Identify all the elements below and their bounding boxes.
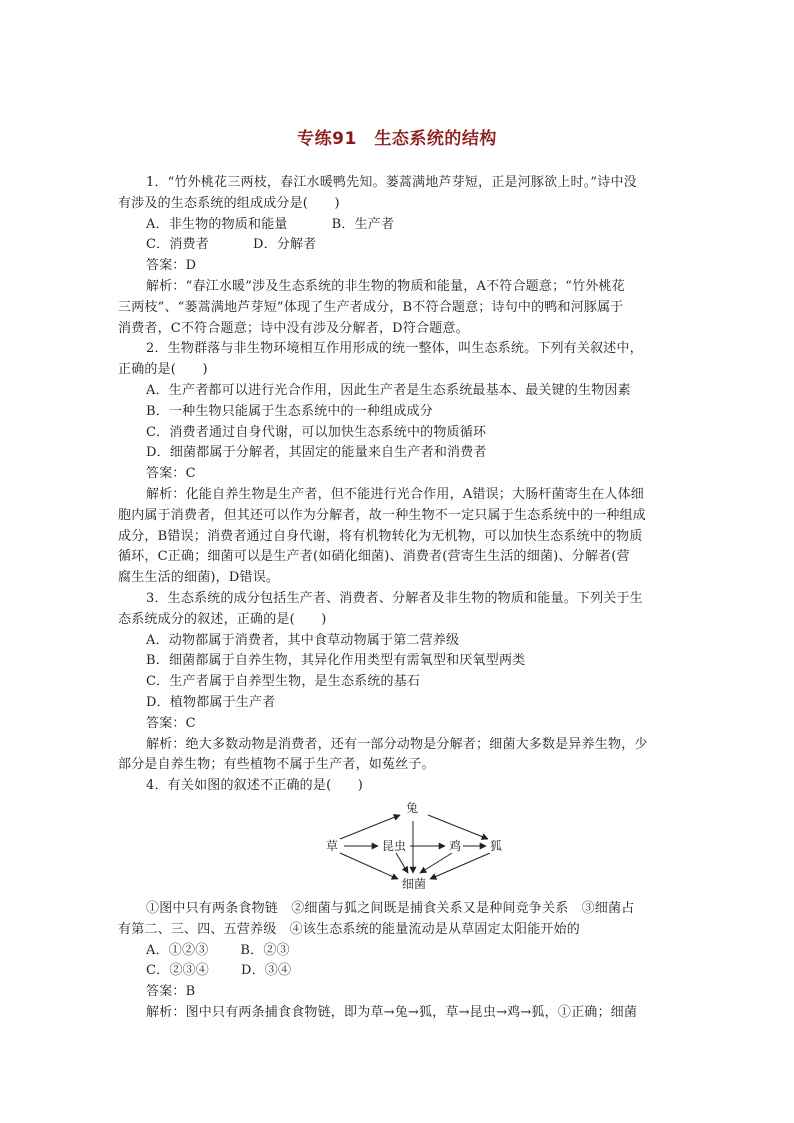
q2-option-c: C．消费者通过自身代谢，可以加快生态系统中的物质循环 [146, 424, 487, 440]
node-grass: 草 [326, 838, 339, 853]
q1-explanation-line-1: 解析：“春江水暖”涉及生态系统的非生物的物质和能量，A不符合题意；“竹外桃花 [146, 278, 625, 294]
q3-answer: 答案：C [146, 715, 196, 731]
q2-explanation-line-3: 成分，B错误；消费者通过自身代谢，将有机物转化为无机物，可以加快生态系统中的物质 [118, 528, 643, 544]
q1-option-d: D．分解者 [252, 237, 317, 253]
q4-stem-line-1: 4．有关如图的叙述不正确的是( ) [146, 778, 364, 794]
q3-option-d: D．植物都属于生产者 [146, 694, 276, 710]
q3-option-b: B．细菌都属于自养生物，其异化作用类型有需氧型和厌氧型两类 [146, 653, 526, 669]
q2-explanation-line-1: 解析：化能自养生物是生产者，但不能进行光合作用，A错误；大肠杆菌寄生在人体细 [146, 486, 644, 502]
arrow-rabbit-to-fox [428, 815, 488, 839]
q4-statements-line-1: ①图中只有两条食物链 ②细菌与狐之间既是捕食关系又是种间竞争关系 ③细菌占 [146, 900, 635, 916]
q2-option-b: B．一种生物只能属于生态系统中的一种组成成分 [146, 403, 433, 419]
q3-explanation-line-1: 解析：绝大多数动物是消费者，还有一部分动物是分解者；细菌大多数是异养生物，少 [146, 736, 648, 752]
page-title: 专练91 生态系统的结构 [297, 129, 497, 149]
q4-option-a: A．①②③ [146, 942, 209, 958]
arrow-insect-to-bacteria [396, 853, 408, 873]
q4-option-c: C．②③④ [146, 963, 209, 979]
q1-options-row-1 [118, 215, 678, 236]
q2-option-d: D．细菌都属于分解者，其固定的能量来自生产者和消费者 [146, 445, 487, 461]
q4-option-d: D．③④ [240, 963, 292, 979]
q3-option-a: A．动物都属于消费者，其中食草动物属于第二营养级 [146, 632, 460, 648]
arrow-grass-to-bacteria [340, 853, 398, 879]
q4-answer: 答案：B [146, 984, 196, 1000]
q3-stem-line-2: 态系统成分的叙述，正确的是( ) [118, 611, 327, 627]
q1-stem-line-1: 1．“竹外桃花三两枝，春江水暖鸭先知。蒌蒿满地芦芽短，正是河豚欲上时。”诗中没 [146, 175, 637, 190]
arrow-chicken-to-bacteria [420, 853, 452, 873]
node-insect: 昆虫 [382, 838, 407, 853]
q2-explanation-line-5: 腐生生活的细菌)，D错误。 [118, 570, 280, 586]
arrow-fox-to-bacteria [430, 853, 490, 879]
q2-explanation-line-4: 循环，C正确；细菌可以是生产者(如硝化细菌)、消费者(营寄生生活的细菌)、分解者(营 [118, 549, 630, 565]
node-fox: 狐 [490, 838, 503, 853]
question-content [118, 173, 678, 1024]
q4-explanation-line-1: 解析：图中只有两条捕食食物链，即为草→兔→狐，草→昆虫→鸡→狐，①正确；细菌 [146, 1004, 638, 1020]
q1-option-b: B．生产者 [331, 216, 395, 232]
q2-explanation-line-2: 胞内属于消费者，但其还可以作为分解者，故一种生物不一定只属于生态系统中的一种组成 [118, 507, 647, 523]
q3-stem-line-1: 3．生态系统的成分包括生产者、消费者、分解者及非生物的物质和能量。下列关于生 [146, 590, 643, 606]
node-rabbit: 兔 [406, 800, 419, 815]
food-web-diagram [118, 801, 678, 897]
q2-answer: 答案：C [146, 466, 196, 482]
q3-option-c: C．生产者属于自养型生物，是生态系统的基石 [146, 674, 421, 690]
node-chicken: 鸡 [449, 838, 462, 853]
q2-stem-line-2: 正确的是( ) [118, 362, 208, 378]
q1-option-a: A．非生物的物质和能量 [146, 216, 288, 232]
q4-option-b: B．②③ [240, 942, 290, 958]
q2-option-a: A．生产者都可以进行光合作用，因此生产者是生态系统最基本、最关键的生物因素 [146, 382, 631, 398]
q4-options-row-2 [118, 961, 678, 982]
q1-explanation-line-2: 三两枝”、“蒌蒿满地芦芽短”体现了生产者成分，B不符合题意；诗句中的鸭和河豚属于 [118, 299, 624, 315]
q1-explanation-line-3: 消费者，C不符合题意；诗中没有涉及分解者，D符合题意。 [118, 320, 469, 336]
q2-stem-line-1: 2．生物群落与非生物环境相互作用形成的统一整体，叫生态系统。下列有关叙述中， [146, 341, 643, 357]
q4-statements-line-2: 有第二、三、四、五营养级 ④该生态系统的能量流动是从草固定太阳能开始的 [118, 921, 581, 937]
q1-answer: 答案：D [146, 258, 197, 274]
q3-explanation-line-2: 部分是自养生物；有些植物不属于生产者，如菟丝子。 [118, 757, 435, 773]
q1-options-row-2 [118, 235, 678, 256]
arrow-grass-to-rabbit [340, 815, 400, 839]
node-bacteria: 细菌 [402, 876, 427, 891]
q1-stem-line-2: 有涉及的生态系统的组成成分是( ) [118, 195, 340, 211]
q4-options-row-1 [118, 941, 678, 962]
q1-option-c: C．消费者 [146, 237, 209, 253]
